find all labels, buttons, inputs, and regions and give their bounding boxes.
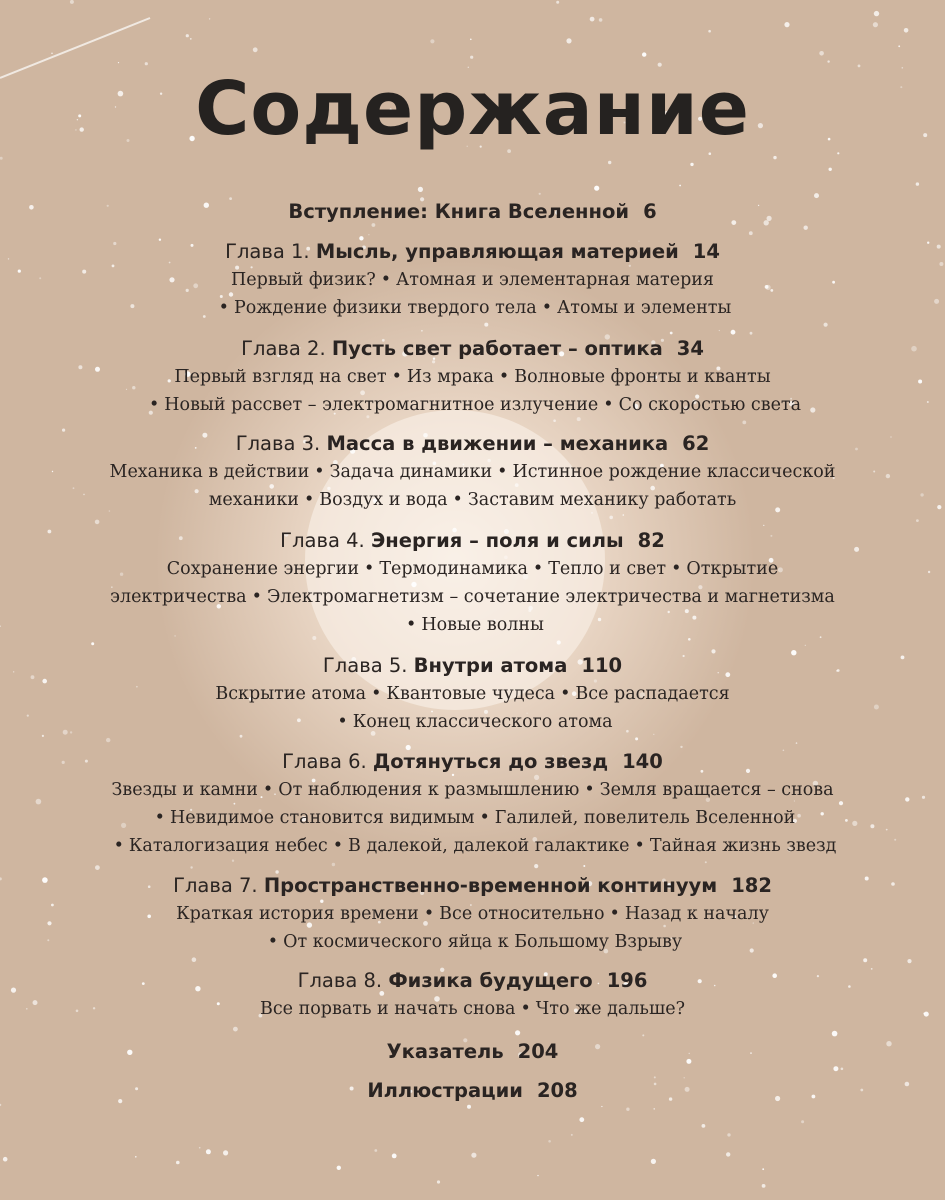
chapter-topics-line <box>40 832 905 860</box>
bullet-separator: • <box>303 490 315 510</box>
topic-item: Все распадается <box>575 684 730 704</box>
topic-item: В далекой, далекой галактикe <box>348 836 630 856</box>
topic-item: Первый физик? <box>231 270 376 290</box>
chapter-topics-line <box>40 611 905 639</box>
chapter-topics-line <box>40 900 905 928</box>
topic-item: Звезды и камни <box>111 780 258 800</box>
chapter-number: Глава 2. <box>241 337 326 360</box>
toc-index-page: 204 <box>517 1040 559 1063</box>
chapter-page: 182 <box>731 874 772 897</box>
bullet-separator: • <box>337 712 348 732</box>
chapter-topics-line <box>40 363 905 391</box>
bullet-separator: • <box>380 270 392 290</box>
bullet-separator: • <box>218 298 229 318</box>
chapter-title: Дотянуться до звезд <box>372 750 609 773</box>
toc-illustrations-title: Иллюстрации <box>367 1079 523 1102</box>
topic-item: Истинное рождение классической <box>512 462 836 482</box>
chapter-page: 196 <box>606 969 648 992</box>
bullet-separator: • <box>113 836 124 856</box>
bullet-separator: • <box>609 904 620 924</box>
toc-illustrations <box>40 1077 905 1105</box>
chapter-topics-line <box>40 294 905 322</box>
toc-index-title: Указатель <box>386 1040 504 1063</box>
toc-chapter <box>40 872 905 956</box>
chapter-topics-line <box>40 776 905 804</box>
bullet-separator: • <box>584 780 595 800</box>
topic-item: Назад к началу <box>624 904 769 924</box>
topic-item: Механика в действии <box>109 462 310 482</box>
chapter-topics-line <box>40 266 905 294</box>
chapter-page: 140 <box>622 750 663 773</box>
bullet-separator: • <box>406 615 417 635</box>
bullet-separator: • <box>532 559 544 579</box>
chapter-heading <box>40 967 905 995</box>
topic-item: Воздух и вода <box>319 490 448 510</box>
bullet-separator: • <box>452 490 463 510</box>
topic-item: Конец классического атома <box>352 712 613 732</box>
chapter-number: Глава 7. <box>173 874 258 897</box>
bullet-separator: • <box>497 462 508 482</box>
chapter-number: Глава 6. <box>282 750 367 773</box>
topic-item: Заставим механику работать <box>467 490 737 510</box>
topic-item: Что же дальше? <box>535 999 685 1019</box>
chapter-title: Пусть свет работает – оптика <box>331 337 663 360</box>
chapter-heading <box>40 652 905 680</box>
topic-item: Со скоростью света <box>618 395 802 415</box>
toc-chapter <box>40 748 905 860</box>
topic-item: Новый рассвет – электромагнитное излучение <box>164 395 599 415</box>
toc-index <box>40 1038 905 1066</box>
topic-item: Из мрака <box>406 367 494 387</box>
topic-item: Тепло и свет <box>548 559 667 579</box>
chapter-page: 82 <box>637 529 665 552</box>
chapter-title: Мысль, управляющая материей <box>315 240 679 263</box>
topic-item: Вскрытие атома <box>215 684 367 704</box>
topic-item: Краткая история времени <box>176 904 419 924</box>
chapter-topics-line <box>40 708 905 736</box>
toc-chapter <box>40 527 905 639</box>
topic-item: Каталогизация небес <box>128 836 328 856</box>
chapter-page: 34 <box>676 337 704 360</box>
chapter-page: 62 <box>682 432 710 455</box>
bullet-separator: • <box>541 298 553 318</box>
topic-item: От наблюдения к размышлению <box>278 780 580 800</box>
chapter-title: Физика будущего <box>388 969 593 992</box>
topic-item: Задача динамики <box>329 462 493 482</box>
chapter-topics-line <box>40 458 905 486</box>
chapter-heading <box>40 872 905 900</box>
chapter-title: Внутри атома <box>413 654 568 677</box>
chapter-title: Энергия – поля и силы <box>370 529 624 552</box>
topic-item: Новые волны <box>421 615 544 635</box>
topic-item: От космического яйца к Большому Взрыву <box>283 932 683 952</box>
topic-item: Атомы и элементы <box>557 298 732 318</box>
toc-intro <box>40 198 905 226</box>
chapter-topics-line <box>40 486 905 514</box>
bullet-separator: • <box>671 559 682 579</box>
topic-item: Атомная и элементарная материя <box>396 270 714 290</box>
bullet-separator: • <box>634 836 645 856</box>
bullet-separator: • <box>364 559 375 579</box>
bullet-separator: • <box>148 395 160 415</box>
chapter-heading <box>40 238 905 266</box>
bullet-separator: • <box>423 904 435 924</box>
bullet-separator: • <box>520 999 531 1019</box>
topic-item: Сохранение энергии <box>166 559 360 579</box>
chapter-heading <box>40 527 905 555</box>
bullet-separator: • <box>262 780 274 800</box>
chapter-topics-line <box>40 995 905 1023</box>
chapter-number: Глава 5. <box>322 654 408 677</box>
chapter-topics-line <box>40 928 905 956</box>
chapter-heading <box>40 335 905 363</box>
bullet-separator: • <box>251 587 262 607</box>
chapter-number: Глава 1. <box>225 240 310 263</box>
chapter-topics-line <box>40 391 905 419</box>
chapter-number: Глава 8. <box>297 969 383 992</box>
topic-item: Невидимое становится видимым <box>170 808 475 828</box>
bullet-separator: • <box>498 367 510 387</box>
bullet-separator: • <box>332 836 344 856</box>
chapter-topics-line <box>40 680 905 708</box>
topic-item: Тайная жизнь звезд <box>649 836 837 856</box>
topic-item: механики <box>208 490 299 510</box>
topic-item: Галилей, повелитель Вселенной <box>494 808 796 828</box>
bullet-separator: • <box>479 808 490 828</box>
chapter-heading <box>40 430 905 458</box>
chapter-number: Глава 4. <box>280 529 365 552</box>
chapter-topics-line <box>40 804 905 832</box>
chapter-topics-line <box>40 555 905 583</box>
chapter-number: Глава 3. <box>235 432 321 455</box>
chapter-title: Масса в движении – механика <box>326 432 669 455</box>
chapter-topics-line <box>40 583 905 611</box>
toc-chapter <box>40 335 905 419</box>
topic-item: Открытие <box>686 559 779 579</box>
topic-item: Термодинамика <box>379 559 528 579</box>
bullet-separator: • <box>560 684 571 704</box>
topic-item: Земля вращается – снова <box>599 780 834 800</box>
bullet-separator: • <box>314 462 325 482</box>
topic-item: Первый взгляд на свет <box>174 367 387 387</box>
topic-item: Рождение физики твердого тела <box>233 298 537 318</box>
topic-item: Волновые фронты и кванты <box>514 367 771 387</box>
bullet-separator: • <box>154 808 165 828</box>
chapter-heading <box>40 748 905 776</box>
topic-item: Квантовые чудеса <box>386 684 556 704</box>
bullet-separator: • <box>603 395 614 415</box>
bullet-separator: • <box>391 367 402 387</box>
chapter-page: 14 <box>692 240 720 263</box>
bullet-separator: • <box>371 684 382 704</box>
topic-item: Все относительно <box>439 904 605 924</box>
toc-intro-title: Вступление: Книга Вселенной <box>288 200 630 223</box>
toc-illustrations-page: 208 <box>536 1079 578 1102</box>
topic-item: Электромагнетизм – сочетание электричества и магнетизма <box>266 587 835 607</box>
toc-chapter <box>40 238 905 322</box>
toc-chapter <box>40 967 905 1023</box>
toc-chapter <box>40 430 905 514</box>
topic-item: Все порвать и начать снова <box>260 999 516 1019</box>
toc-intro-page: 6 <box>643 200 657 223</box>
chapter-title: Пространственно-временной континуум <box>263 874 718 897</box>
topic-item: электричества <box>110 587 247 607</box>
bullet-separator: • <box>267 932 279 952</box>
page-title: Содержание <box>195 66 750 152</box>
toc-chapter <box>40 652 905 736</box>
chapter-page: 110 <box>581 654 623 677</box>
